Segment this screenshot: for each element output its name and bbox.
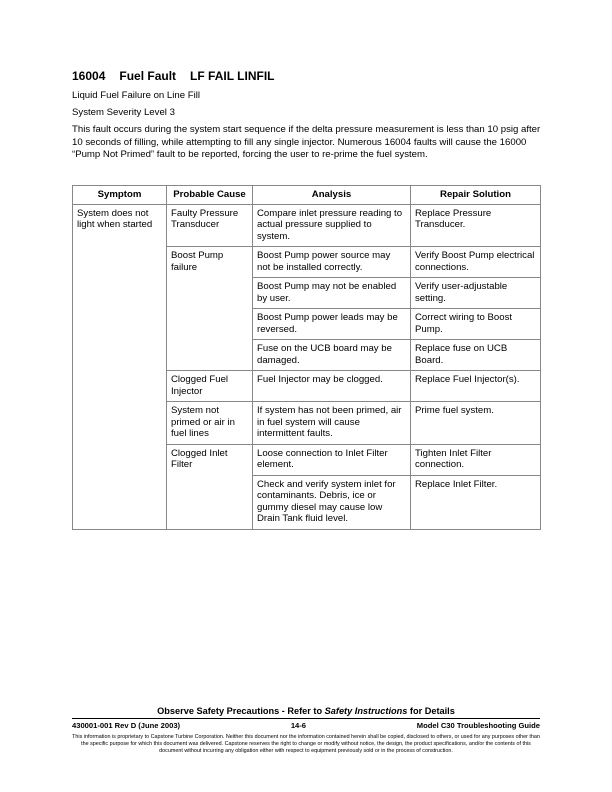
cause-cell: System not primed or air in fuel lines [167,402,253,445]
severity-level: System Severity Level 3 [72,107,175,118]
solution-cell: Tighten Inlet Filter connection. [411,444,541,475]
fault-description: Liquid Fuel Failure on Line Fill [72,90,200,101]
document-number: 430001-001 Rev D (June 2003) [72,721,181,730]
fault-explanation: This fault occurs during the system start sequence if the delta pressure measurement is less than 10 psig after 10 seconds of filling, while attempting to fill any single injector. Numerous 16004 faults will cause the 16000 “Pump Not Primed” fault to be reported, forcing the user to re-prime the fuel system. [72,124,541,160]
solution-cell: Verify Boost Pump electrical connections. [411,247,541,278]
fault-code: 16004 [72,69,106,83]
fault-mnemonic: LF FAIL LINFIL [190,69,275,83]
solution-cell: Replace Fuel Injector(s). [411,371,541,402]
fault-heading [72,69,274,83]
analysis-cell: Boost Pump power leads may be reversed. [253,309,411,340]
footer-divider [72,718,540,719]
analysis-cell: Boost Pump may not be enabled by user. [253,278,411,309]
solution-cell: Replace Pressure Transducer. [411,204,541,247]
troubleshooting-table [72,185,541,530]
cause-cell: Clogged Inlet Filter [167,444,253,529]
solution-cell: Replace Inlet Filter. [411,475,541,529]
cause-cell: Faulty Pressure Transducer [167,204,253,247]
header-probable-cause: Probable Cause [167,186,253,205]
table-header-row [73,186,541,205]
solution-cell: Verify user-adjustable setting. [411,278,541,309]
cause-cell: Boost Pump failure [167,247,253,371]
analysis-cell: Fuel Injector may be clogged. [253,371,411,402]
header-repair-solution: Repair Solution [411,186,541,205]
cause-cell: Clogged Fuel Injector [167,371,253,402]
analysis-cell: Fuse on the UCB board may be damaged. [253,340,411,371]
safety-notice-reference: Safety Instructions [324,706,408,716]
header-symptom: Symptom [73,186,167,205]
analysis-cell: If system has not been primed, air in fuel system will cause intermittent faults. [253,402,411,445]
proprietary-disclaimer: This information is proprietary to Capstone Turbine Corporation. Neither this document nor the information contained herein shall be copied, disclosed to others, or used for any purposes other than the specific purpose for which this document was delivered. Capstone reserves the right to change or modify without notice, the design, the product specifications, and/or the contents of this document without incurring any obligation either with respect to equipment previously sold or in the process of construction. [72,734,540,754]
analysis-cell: Loose connection to Inlet Filter element. [253,444,411,475]
safety-notice-suffix: for Details [407,706,455,716]
analysis-cell: Compare inlet pressure reading to actual pressure supplied to system. [253,204,411,247]
solution-cell: Prime fuel system. [411,402,541,445]
safety-notice [72,706,540,716]
footer-info [72,721,540,730]
solution-cell: Replace fuse on UCB Board. [411,340,541,371]
table-row [73,204,541,247]
safety-notice-prefix: Observe Safety Precautions - Refer to [157,706,325,716]
page-number: 14-6 [290,721,307,730]
fault-name: Fuel Fault [119,69,177,83]
solution-cell: Correct wiring to Boost Pump. [411,309,541,340]
analysis-cell: Boost Pump power source may not be installed correctly. [253,247,411,278]
symptom-cell: System does not light when started [73,204,167,529]
header-analysis: Analysis [253,186,411,205]
guide-title: Model C30 Troubleshooting Guide [416,721,540,730]
analysis-cell: Check and verify system inlet for contaminants. Debris, ice or gummy diesel may cause low Drain Tank fluid level. [253,475,411,529]
